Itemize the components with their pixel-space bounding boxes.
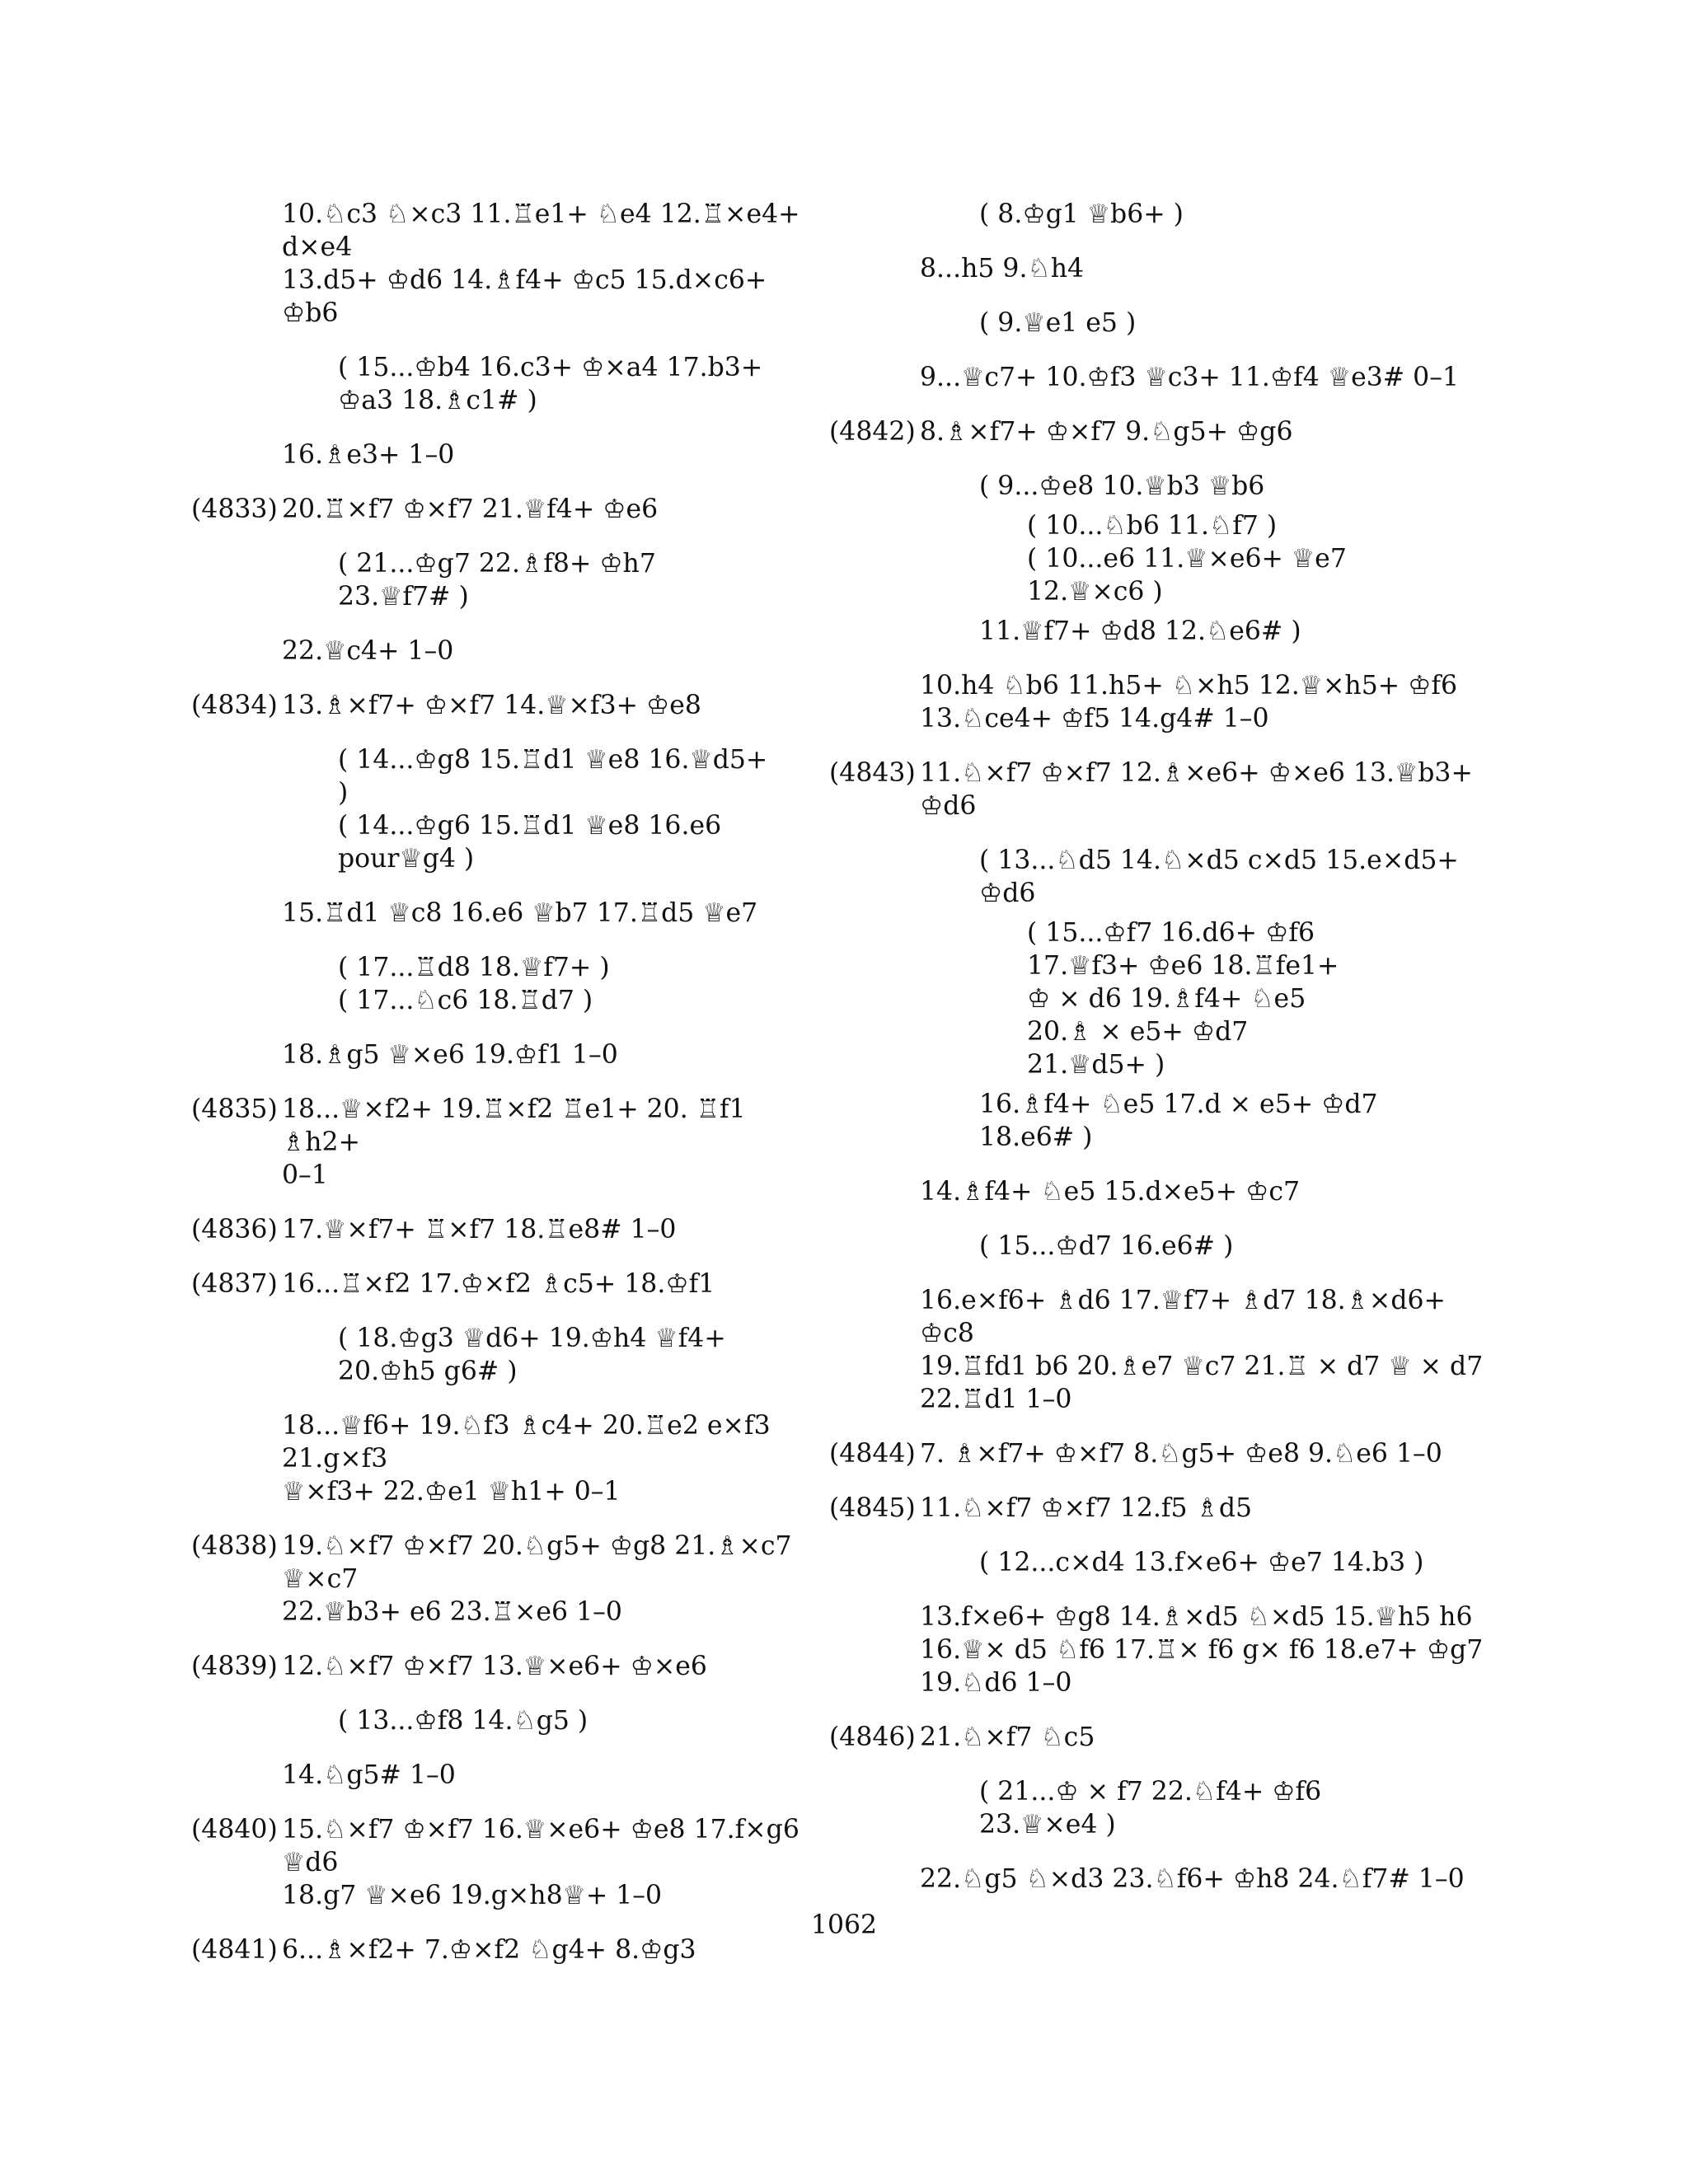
main-line xyxy=(191,897,826,930)
problem-solution xyxy=(191,1530,826,1629)
left-column xyxy=(191,198,826,1988)
move-text: ( 13...♘d5 14.♘×d5 c×d5 15.e×d5+ xyxy=(979,846,1459,875)
move-text: 21.♘×f7 ♘c5 xyxy=(920,1722,1095,1752)
move-text: ( 14...♔g6 15.♖d1 ♕e8 16.e6 xyxy=(338,811,722,841)
move-text: ( 8.♔g1 ♕b6+ ) xyxy=(979,199,1184,229)
problem-solution xyxy=(829,757,1489,823)
move-text: 23.♕×e4 ) xyxy=(979,1810,1116,1840)
move-text: 16.♕× d5 ♘f6 17.♖× f6 g× f6 18.e7+ ♔g7 xyxy=(920,1635,1484,1665)
move-text: 13.f×e6+ ♔g8 14.♗×d5 ♘×d5 15.♕h5 h6 xyxy=(920,1602,1473,1632)
main-line xyxy=(191,1038,826,1071)
move-text: 15.♖d1 ♕c8 16.e6 ♕b7 17.♖d5 ♕e7 xyxy=(282,898,758,928)
move-text: 12.♘×f7 ♔×f7 13.♕×e6+ ♔×e6 xyxy=(282,1652,707,1681)
move-text: ( 10...e6 11.♕×e6+ ♕e7 xyxy=(1027,544,1347,574)
variation-line xyxy=(829,198,1489,231)
problem-number: (4843) xyxy=(829,758,916,788)
problem-solution xyxy=(191,1650,826,1683)
move-text: 22.♕b3+ e6 23.♖×e6 1–0 xyxy=(282,1597,622,1627)
variation-line xyxy=(829,307,1489,340)
problem-number: (4838) xyxy=(191,1531,278,1561)
move-text: 12.♕×c6 ) xyxy=(1027,577,1163,607)
problem-number: (4839) xyxy=(191,1652,278,1681)
move-text: 14.♗f4+ ♘e5 15.d×e5+ ♔c7 xyxy=(920,1177,1301,1207)
move-text: 16.♗f4+ ♘e5 17.d × e5+ ♔d7 xyxy=(979,1090,1378,1119)
problem-solution xyxy=(829,1492,1489,1525)
move-text: ( 21...♔g7 22.♗f8+ ♔h7 xyxy=(338,549,656,579)
problem-number: (4841) xyxy=(191,1935,278,1965)
problem-solution xyxy=(191,1813,826,1912)
move-text: ( 12...c×d4 13.f×e6+ ♔e7 14.b3 ) xyxy=(979,1548,1424,1577)
move-text: 10.♘c3 ♘×c3 11.♖e1+ ♘e4 12.♖×e4+ d×e4 xyxy=(282,199,800,262)
move-text: 23.♕f7# ) xyxy=(338,582,469,612)
move-text: ♔d6 xyxy=(979,879,1036,908)
move-text: 17.♕×f7+ ♖×f7 18.♖e8# 1–0 xyxy=(282,1215,677,1244)
problem-solution xyxy=(829,1437,1489,1470)
variation-line xyxy=(829,1088,1489,1154)
move-text: ) xyxy=(338,778,349,808)
move-text: ( 9.♕e1 e5 ) xyxy=(979,308,1137,338)
variation-line xyxy=(191,1704,826,1737)
move-text: 14.♘g5# 1–0 xyxy=(282,1760,456,1790)
problem-solution xyxy=(191,1213,826,1246)
move-text: 0–1 xyxy=(282,1160,328,1190)
right-column xyxy=(829,198,1489,1917)
main-line xyxy=(829,1863,1489,1896)
move-text: 6...♗×f2+ 7.♔×f2 ♘g4+ 8.♔g3 xyxy=(282,1935,696,1965)
move-text: 22.♘g5 ♘×d3 23.♘f6+ ♔h8 24.♘f7# 1–0 xyxy=(920,1864,1465,1894)
move-text: 10.h4 ♘b6 11.h5+ ♘×h5 12.♕×h5+ ♔f6 xyxy=(920,671,1458,701)
move-text: ( 21...♔ × f7 22.♘f4+ ♔f6 xyxy=(979,1777,1322,1807)
main-line xyxy=(191,1759,826,1792)
main-line xyxy=(829,1175,1489,1208)
move-text: ♔a3 18.♗c1# ) xyxy=(338,386,537,415)
main-line xyxy=(191,1409,826,1508)
move-text: 16.♗e3+ 1–0 xyxy=(282,440,455,470)
problem-solution xyxy=(191,689,826,722)
move-text: 19.♘d6 1–0 xyxy=(920,1668,1072,1698)
move-text: 8.♗×f7+ ♔×f7 9.♘g5+ ♔g6 xyxy=(920,417,1293,447)
move-text: 13.♘ce4+ ♔f5 14.g4# 1–0 xyxy=(920,704,1269,733)
move-text: 18.e6# ) xyxy=(979,1122,1093,1152)
variation-line xyxy=(829,1546,1489,1579)
move-text: 15.♘×f7 ♔×f7 16.♕×e6+ ♔e8 17.f×g6 ♕d6 xyxy=(282,1815,799,1877)
move-text: ( 15...♔f7 16.d6+ ♔f6 xyxy=(1027,918,1315,948)
problem-number: (4844) xyxy=(829,1439,916,1469)
main-line xyxy=(191,438,826,471)
problem-number: (4833) xyxy=(191,494,278,524)
move-text: 11.♕f7+ ♔d8 12.♘e6# ) xyxy=(979,616,1301,646)
move-text: 8...h5 9.♘h4 xyxy=(920,254,1085,284)
main-line xyxy=(829,1601,1489,1699)
problem-number: (4834) xyxy=(191,691,278,720)
problem-solution xyxy=(191,1093,826,1192)
move-text: ( 18.♔g3 ♕d6+ 19.♔h4 ♕f4+ xyxy=(338,1324,726,1353)
variation-line xyxy=(191,743,826,875)
move-text: 16.e×f6+ ♗d6 17.♕f7+ ♗d7 18.♗×d6+ ♔c8 xyxy=(920,1286,1446,1348)
move-text: 19.♖fd1 b6 20.♗e7 ♕c7 21.♖ × d7 ♕ × d7 xyxy=(920,1352,1484,1381)
problem-number: (4835) xyxy=(191,1094,278,1124)
move-text: ( 15...♔b4 16.c3+ ♔×a4 17.b3+ xyxy=(338,353,763,382)
move-text: ( 14...♔g8 15.♖d1 ♕e8 16.♕d5+ xyxy=(338,745,768,775)
problem-number: (4845) xyxy=(829,1493,916,1523)
move-text: 16...♖×f2 17.♔×f2 ♗c5+ 18.♔f1 xyxy=(282,1269,715,1299)
variation-line xyxy=(829,509,1489,608)
main-line xyxy=(829,669,1489,735)
move-text: 20.♖×f7 ♔×f7 21.♕f4+ ♔e6 xyxy=(282,494,659,524)
move-text: 22.♕c4+ 1–0 xyxy=(282,636,454,666)
move-text: ♕×f3+ 22.♔e1 ♕h1+ 0–1 xyxy=(282,1477,621,1507)
problem-number: (4840) xyxy=(191,1815,278,1844)
problem-number: (4842) xyxy=(829,417,916,447)
move-text: 19.♘×f7 ♔×f7 20.♘g5+ ♔g8 21.♗×c7 ♕×c7 xyxy=(282,1531,792,1594)
move-text: 11.♘×f7 ♔×f7 12.f5 ♗d5 xyxy=(920,1493,1253,1523)
main-line xyxy=(829,1284,1489,1416)
move-text: pour♕g4 ) xyxy=(338,844,475,874)
problem-number: (4836) xyxy=(191,1215,278,1244)
move-text: 13.♗×f7+ ♔×f7 14.♕×f3+ ♔e8 xyxy=(282,691,701,720)
move-text: 21.♕d5+ ) xyxy=(1027,1050,1165,1080)
variation-line xyxy=(191,1322,826,1388)
main-line xyxy=(829,252,1489,285)
main-line xyxy=(191,635,826,668)
move-text: 9...♕c7+ 10.♔f3 ♕c3+ 11.♔f4 ♕e3# 0–1 xyxy=(920,363,1459,392)
page-number: 1062 xyxy=(810,1910,878,1940)
problem-solution xyxy=(191,493,826,526)
variation-line xyxy=(829,844,1489,910)
main-line xyxy=(191,198,826,330)
move-text: 20.♗ × e5+ ♔d7 xyxy=(1027,1017,1249,1047)
move-text: ( 10...♘b6 11.♘f7 ) xyxy=(1027,511,1278,541)
problem-solution xyxy=(829,415,1489,448)
main-line xyxy=(829,361,1489,394)
move-text: 13.d5+ ♔d6 14.♗f4+ ♔c5 15.d×c6+ ♔b6 xyxy=(282,265,767,328)
variation-line xyxy=(829,1230,1489,1263)
move-text: 18...♕×f2+ 19.♖×f2 ♖e1+ 20. ♖f1 ♗h2+ xyxy=(282,1094,746,1157)
move-text: ♔ × d6 19.♗f4+ ♘e5 xyxy=(1027,984,1306,1014)
move-text: 18.g7 ♕×e6 19.g×h8♕+ 1–0 xyxy=(282,1881,663,1910)
problem-number: (4846) xyxy=(829,1722,916,1752)
move-text: 7. ♗×f7+ ♔×f7 8.♘g5+ ♔e8 9.♘e6 1–0 xyxy=(920,1439,1442,1469)
move-text: ( 17...♘c6 18.♖d7 ) xyxy=(338,986,593,1015)
variation-line xyxy=(829,470,1489,503)
variation-line xyxy=(829,916,1489,1081)
variation-line xyxy=(829,1775,1489,1841)
move-text: 20.♔h5 g6# ) xyxy=(338,1357,518,1386)
move-text: ( 9...♔e8 10.♕b3 ♕b6 xyxy=(979,471,1265,501)
move-text: ♔d6 xyxy=(920,791,977,821)
move-text: 18.♗g5 ♕×e6 19.♔f1 1–0 xyxy=(282,1040,618,1070)
move-text: 17.♕f3+ ♔e6 18.♖fe1+ xyxy=(1027,951,1339,981)
problem-solution xyxy=(191,1268,826,1301)
variation-line xyxy=(191,351,826,417)
move-text: ( 17...♖d8 18.♕f7+ ) xyxy=(338,953,610,982)
move-text: 18...♕f6+ 19.♘f3 ♗c4+ 20.♖e2 e×f3 21.g×f3 xyxy=(282,1411,771,1474)
variation-line xyxy=(829,615,1489,648)
move-text: ( 15...♔d7 16.e6# ) xyxy=(979,1231,1234,1261)
problem-solution xyxy=(829,1721,1489,1754)
problem-number: (4837) xyxy=(191,1269,278,1299)
variation-line xyxy=(191,547,826,613)
move-text: ( 13...♔f8 14.♘g5 ) xyxy=(338,1706,588,1736)
variation-line xyxy=(191,951,826,1017)
move-text: 11.♘×f7 ♔×f7 12.♗×e6+ ♔×e6 13.♕b3+ xyxy=(920,758,1473,788)
move-text: 22.♖d1 1–0 xyxy=(920,1385,1072,1414)
